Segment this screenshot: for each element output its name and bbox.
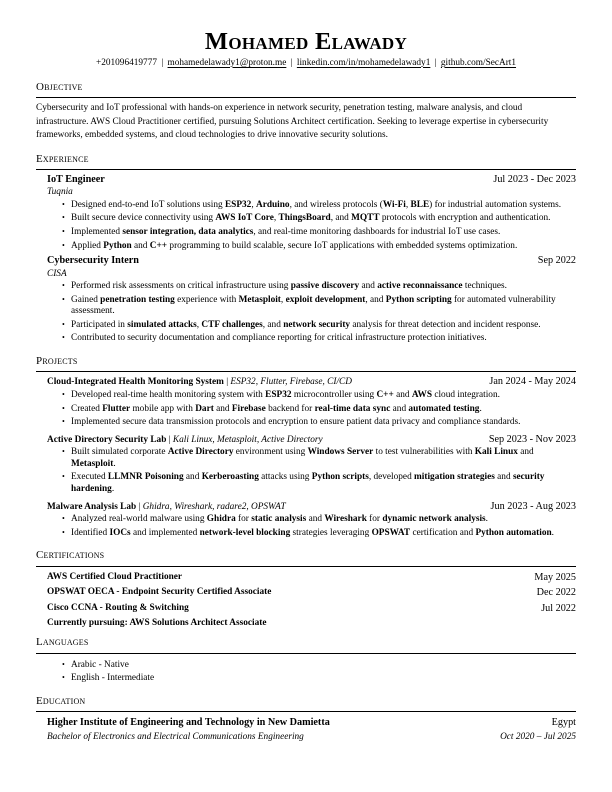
keyword: network security bbox=[283, 319, 351, 330]
bullet-item: • Gained penetration testing experience with Metasploit, exploit development, and Python scripting for automated vulnerability assessment. bbox=[71, 295, 576, 318]
certification-row bbox=[47, 618, 576, 629]
keyword: automated testing bbox=[408, 403, 480, 414]
education-row-secondary bbox=[47, 732, 576, 743]
experience-header bbox=[47, 255, 576, 267]
job-dates: Sep 2022 bbox=[537, 255, 576, 267]
bullet-item: • Implemented sensor integration, data analytics, and real-time monitoring dashboards for industrial IoT use cases. bbox=[71, 227, 576, 239]
job-dates: Jul 2023 - Dec 2023 bbox=[493, 174, 576, 186]
project-dates: Sep 2023 - Nov 2023 bbox=[488, 433, 576, 445]
bullet-item: • Designed end-to-end IoT solutions using ESP32, Arduino, and wireless protocols (Wi-Fi, BLE) for industrial automation systems. bbox=[71, 200, 576, 212]
separator: | bbox=[290, 57, 293, 68]
bullet-item: • Developed real-time health monitoring system with ESP32 microcontroller using C++ and AWS cloud integration. bbox=[71, 390, 576, 402]
projects-section bbox=[36, 355, 576, 539]
project-name: Malware Analysis Lab bbox=[47, 501, 137, 512]
language-item: • Arabic - Native bbox=[71, 660, 576, 672]
certification-name: Currently pursuing: AWS Solutions Architect Associate bbox=[47, 617, 267, 628]
keyword: C++ bbox=[149, 240, 168, 251]
project-dates: Jan 2024 - May 2024 bbox=[489, 376, 576, 388]
bullet-list bbox=[47, 514, 576, 539]
bullet-item: • Built secure device connectivity using AWS IoT Core, ThingsBoard, and MQTT protocols with encryption and authentication. bbox=[71, 213, 576, 225]
education-dates: Oct 2020 – Jul 2025 bbox=[500, 731, 576, 742]
projects-list bbox=[36, 376, 576, 539]
certification-name: OPSWAT OECA - Endpoint Security Certified Associate bbox=[47, 587, 272, 598]
project-header bbox=[47, 501, 576, 513]
keyword: AWS IoT Core bbox=[215, 213, 274, 224]
bullet-item: • Applied Python and C++ programming to build scalable, secure IoT applications with embedded systems optimization. bbox=[71, 241, 576, 253]
project-entry bbox=[47, 501, 576, 540]
project-tech: ESP32, Flutter, Firebase, CI/CD bbox=[230, 377, 352, 388]
keyword: Kali Linux bbox=[474, 447, 518, 458]
project-title: Malware Analysis Lab | Ghidra, Wireshark, radare2, OPSWAT bbox=[47, 501, 286, 512]
keyword: ThingsBoard bbox=[278, 213, 331, 224]
keyword: dynamic network analysis bbox=[382, 514, 486, 525]
keyword: real-time data sync bbox=[314, 403, 391, 414]
certification-row bbox=[47, 603, 576, 615]
bullet-list bbox=[47, 281, 576, 345]
experience-header bbox=[47, 174, 576, 186]
project-tech: Ghidra, Wireshark, radare2, OPSWAT bbox=[142, 501, 286, 512]
linkedin-link[interactable]: linkedin.com/in/mohamedelawady1 bbox=[296, 57, 431, 68]
keyword: Python automation bbox=[475, 527, 552, 538]
contact-line bbox=[36, 58, 576, 69]
keyword: Dart bbox=[195, 403, 214, 414]
keyword: MQTT bbox=[351, 213, 380, 224]
keyword: Active Directory bbox=[167, 447, 234, 458]
keyword: Wireshark bbox=[324, 514, 367, 525]
experience-entry bbox=[47, 174, 576, 252]
section-title-experience: Experience bbox=[36, 153, 576, 170]
language-item: • English - Intermediate bbox=[71, 673, 576, 685]
project-name: Cloud-Integrated Health Monitoring System bbox=[47, 377, 224, 388]
keyword: Metasploit bbox=[71, 458, 114, 469]
keyword: simulated attacks bbox=[127, 319, 197, 330]
objective-text: Cybersecurity and IoT professional with hands-on experience in network security, penetration testing, malware analysis, and cloud infrastructure. AWS Cloud Practitioner certified, pursuing Solutions Architect certification. Seeking to leverage expertise in cybersecurity frameworks, embedded systems, and cloud technologies to drive innovative security solutions. bbox=[36, 103, 549, 141]
bullet-item: • Analyzed real-world malware using Ghidra for static analysis and Wireshark for dynamic network analysis. bbox=[71, 514, 576, 526]
separator: | bbox=[161, 57, 164, 68]
bullet-item: • Participated in simulated attacks, CTF challenges, and network security analysis for threat detection and incident response. bbox=[71, 320, 576, 332]
keyword: Kerberoasting bbox=[201, 472, 259, 483]
keyword: mitigation strategies bbox=[414, 472, 495, 483]
github-link[interactable]: github.com/SecArt1 bbox=[440, 57, 517, 68]
certifications-list bbox=[36, 572, 576, 630]
keyword: LLMNR Poisoning bbox=[107, 472, 184, 483]
bullet-item: • Created Flutter mobile app with Dart and Firebase backend for real-time data sync and automated testing. bbox=[71, 404, 576, 416]
project-entry bbox=[47, 376, 576, 428]
keyword: passive discovery bbox=[290, 281, 360, 292]
bullet-list bbox=[47, 390, 576, 429]
keyword: ESP32 bbox=[224, 199, 252, 210]
project-name: Active Directory Security Lab bbox=[47, 434, 167, 445]
section-title-objective: Objective bbox=[36, 81, 576, 98]
bullet-item: • Performed risk assessments on critical infrastructure using passive discovery and active reconnaissance techniques. bbox=[71, 281, 576, 293]
project-dates: Jun 2023 - Aug 2023 bbox=[490, 500, 576, 512]
section-title-certifications: Certifications bbox=[36, 549, 576, 566]
bullet-item: • Identified IOCs and implemented network-level blocking strategies leveraging OPSWAT certification and Python automation. bbox=[71, 528, 576, 540]
section-title-education: Education bbox=[36, 695, 576, 712]
keyword: sensor integration, data analytics bbox=[122, 227, 254, 238]
keyword: CTF challenges bbox=[201, 319, 263, 330]
keyword: network-level blocking bbox=[199, 527, 291, 538]
certification-date: May 2025 bbox=[534, 571, 576, 583]
objective-section bbox=[36, 81, 576, 143]
job-title: IoT Engineer bbox=[47, 174, 105, 186]
keyword: Wi-Fi bbox=[382, 199, 406, 210]
certification-date: Jul 2022 bbox=[541, 602, 576, 614]
languages-section bbox=[36, 636, 576, 685]
keyword: static analysis bbox=[251, 514, 307, 525]
keyword: security hardening bbox=[71, 472, 545, 494]
keyword: C++ bbox=[376, 389, 394, 400]
keyword: ESP32 bbox=[265, 389, 292, 400]
keyword: Python scripts bbox=[311, 472, 369, 483]
certification-date: Dec 2022 bbox=[536, 587, 576, 599]
keyword: penetration testing bbox=[100, 294, 175, 305]
phone-number: +201096419777 bbox=[95, 57, 157, 68]
section-title-projects: Projects bbox=[36, 355, 576, 372]
organization: Tuqnia bbox=[47, 187, 73, 198]
candidate-name: Mohamed Elawady bbox=[204, 28, 408, 55]
keyword: exploit development bbox=[285, 294, 366, 305]
project-entry bbox=[47, 434, 576, 496]
bullet-item: • Executed LLMNR Poisoning and Kerberoasting attacks using Python scripts, developed mitigation strategies and security hardening. bbox=[71, 472, 576, 495]
certification-name: AWS Certified Cloud Practitioner bbox=[47, 571, 183, 582]
bullet-item: • Contributed to security documentation and compliance reporting for critical infrastructure protection initiatives. bbox=[71, 333, 576, 345]
keyword: Windows Server bbox=[307, 447, 374, 458]
keyword: Firebase bbox=[231, 403, 266, 414]
bullet-list bbox=[47, 200, 576, 252]
school-name: Higher Institute of Engineering and Technology in New Damietta bbox=[47, 717, 330, 729]
keyword: IOCs bbox=[109, 527, 131, 538]
keyword: Ghidra bbox=[206, 514, 236, 525]
bullet-item: • Built simulated corporate Active Directory environment using Windows Server to test vulnerabilities with Kali Linux and Metasploit. bbox=[71, 447, 576, 470]
project-header bbox=[47, 434, 576, 446]
bullet-list bbox=[47, 447, 576, 495]
bullet-item: • Implemented secure data transmission protocols and encryption to ensure patient data privacy and compliance standards. bbox=[71, 417, 576, 429]
project-title: Cloud-Integrated Health Monitoring System | ESP32, Flutter, Firebase, CI/CD bbox=[47, 377, 352, 388]
certifications-section bbox=[36, 549, 576, 629]
experience-section bbox=[36, 153, 576, 345]
email-link[interactable]: mohamedelawady1@proton.me bbox=[167, 57, 287, 68]
keyword: Arduino bbox=[256, 199, 290, 210]
organization: CISA bbox=[47, 268, 67, 279]
certification-name: Cisco CCNA - Routing & Switching bbox=[47, 602, 189, 613]
section-title-languages: Languages bbox=[36, 636, 576, 653]
certification-row bbox=[47, 572, 576, 584]
education-row-primary bbox=[47, 717, 576, 729]
keyword: Flutter bbox=[102, 403, 131, 414]
project-title: Active Directory Security Lab | Kali Linux, Metasploit, Active Directory bbox=[47, 434, 323, 445]
certification-row bbox=[47, 587, 576, 599]
keyword: active reconnaissance bbox=[377, 281, 463, 292]
experience-entry bbox=[47, 255, 576, 345]
keyword: OPSWAT bbox=[371, 527, 411, 538]
education-section bbox=[36, 695, 576, 743]
keyword: AWS bbox=[411, 389, 433, 400]
project-tech: Kali Linux, Metasploit, Active Directory bbox=[172, 434, 323, 445]
keyword: BLE bbox=[410, 199, 430, 210]
keyword: Metasploit bbox=[238, 294, 281, 305]
project-header bbox=[47, 376, 576, 388]
degree-name: Bachelor of Electronics and Electrical Communications Engineering bbox=[47, 731, 304, 742]
job-title: Cybersecurity Intern bbox=[47, 255, 139, 267]
keyword: Python bbox=[103, 240, 132, 251]
separator: | bbox=[434, 57, 437, 68]
experience-list bbox=[36, 174, 576, 345]
keyword: Python scripting bbox=[385, 294, 452, 305]
school-location: Egypt bbox=[551, 717, 576, 729]
languages-list bbox=[36, 660, 576, 685]
